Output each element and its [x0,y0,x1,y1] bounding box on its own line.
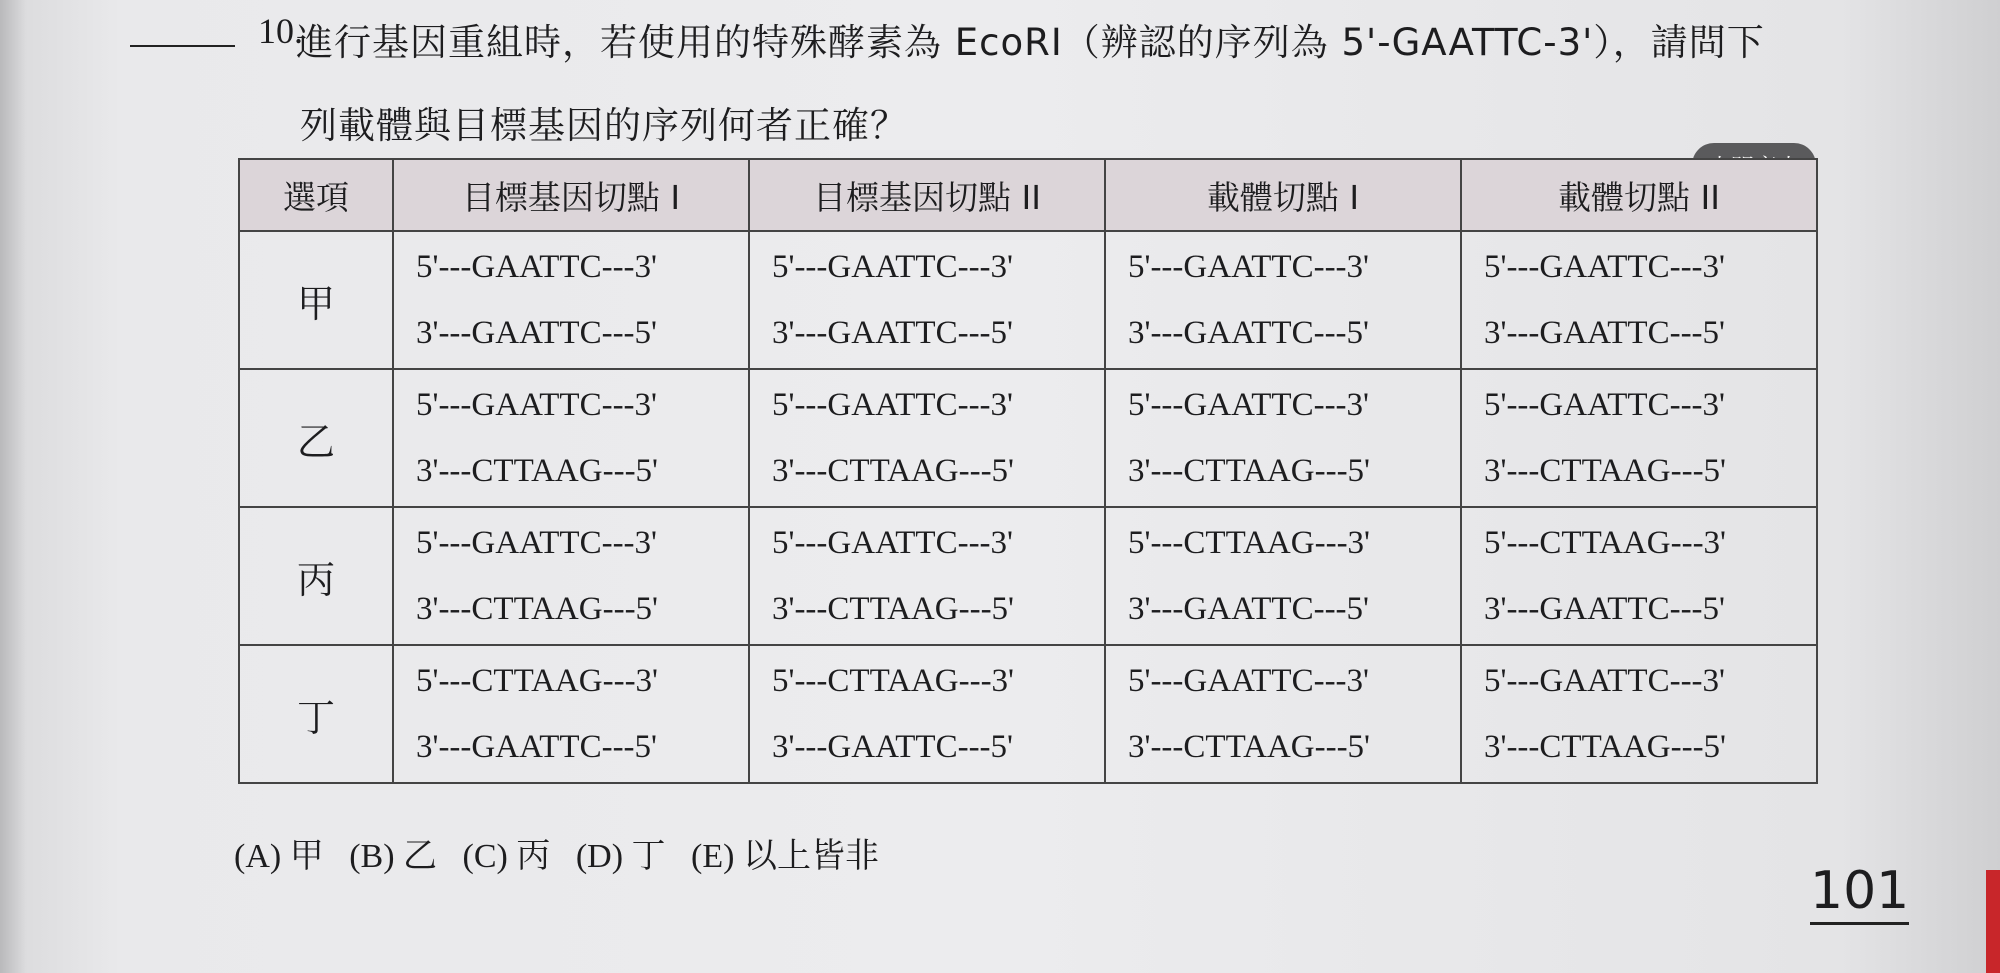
sequence-top: 5'---GAATTC---3' [772,387,1013,423]
sequence-bottom: 3'---CTTAAG---5' [1484,729,1727,765]
sequence-top: 5'---GAATTC---3' [1128,249,1369,285]
header-vector-cut-2: 載體切點 II [1461,159,1817,231]
sequence-cell [393,369,749,507]
table-row [239,231,1817,369]
sequence-top: 5'---CTTAAG---3' [772,663,1015,699]
sequence-cell [1105,231,1461,369]
sequence-bottom: 3'---CTTAAG---5' [416,453,659,489]
table-row [239,507,1817,645]
option-label: 甲 [239,231,393,369]
sequence-cell [1105,369,1461,507]
sequence-top: 5'---CTTAAG---3' [1484,525,1727,561]
sequence-top: 5'---GAATTC---3' [1484,387,1725,423]
header-option: 選項 [239,159,393,231]
header-target-cut-2: 目標基因切點 II [749,159,1105,231]
sequence-cell [749,231,1105,369]
answer-choices: (A) 甲 (B) 乙 (C) 丙 (D) 丁 (E) 以上皆非 [234,838,879,875]
sequence-bottom: 3'---GAATTC---5' [416,729,657,765]
sequence-top: 5'---GAATTC---3' [416,525,657,561]
sequence-top: 5'---CTTAAG---3' [416,663,659,699]
sequence-bottom: 3'---GAATTC---5' [772,729,1013,765]
table-header-row [239,159,1817,231]
sequence-bottom: 3'---GAATTC---5' [1128,591,1369,627]
sequence-bottom: 3'---CTTAAG---5' [1128,453,1371,489]
sequence-bottom: 3'---GAATTC---5' [1484,591,1725,627]
sequence-bottom: 3'---CTTAAG---5' [1128,729,1371,765]
sequence-cell [1461,645,1817,783]
sequence-bottom: 3'---CTTAAG---5' [416,591,659,627]
answer-blank-line [130,45,235,47]
page-number: 101 [1810,860,1909,925]
sequence-top: 5'---CTTAAG---3' [1128,525,1371,561]
sequence-cell [749,369,1105,507]
sequence-cell [1461,231,1817,369]
sequence-top: 5'---GAATTC---3' [416,387,657,423]
sequence-cell [393,231,749,369]
sequence-bottom: 3'---GAATTC---5' [1484,315,1725,351]
page-binding-edge [0,0,26,973]
sequence-cell [1105,507,1461,645]
option-label: 丁 [239,645,393,783]
sequence-top: 5'---GAATTC---3' [1128,663,1369,699]
sequence-top: 5'---GAATTC---3' [416,249,657,285]
table-row [239,645,1817,783]
sequence-bottom: 3'---CTTAAG---5' [1484,453,1727,489]
sequence-bottom: 3'---GAATTC---5' [1128,315,1369,351]
option-label: 丙 [239,507,393,645]
sequence-cell [749,507,1105,645]
header-vector-cut-1: 載體切點 I [1105,159,1461,231]
question-number: 10. [258,11,303,51]
sequence-top: 5'---GAATTC---3' [1484,249,1725,285]
table-row [239,369,1817,507]
sequence-bottom: 3'---GAATTC---5' [416,315,657,351]
question-text-line2: 列載體與目標基因的序列何者正確？ [300,104,908,147]
sequence-top: 5'---GAATTC---3' [772,525,1013,561]
sequence-table [238,158,1818,784]
question-text-line1: 進行基因重組時，若使用的特殊酵素為 EcoRI（辨認的序列為 5'-GAATTC-3'），請問下 [296,21,1765,64]
sequence-cell [1461,507,1817,645]
sequence-cell [393,645,749,783]
sequence-top: 5'---GAATTC---3' [1128,387,1369,423]
header-target-cut-1: 目標基因切點 I [393,159,749,231]
sequence-cell [749,645,1105,783]
sequence-bottom: 3'---CTTAAG---5' [772,591,1015,627]
sequence-top: 5'---GAATTC---3' [772,249,1013,285]
sequence-bottom: 3'---CTTAAG---5' [772,453,1015,489]
sequence-cell [1105,645,1461,783]
sequence-cell [1461,369,1817,507]
sequence-bottom: 3'---GAATTC---5' [772,315,1013,351]
sequence-cell [393,507,749,645]
option-label: 乙 [239,369,393,507]
sequence-top: 5'---GAATTC---3' [1484,663,1725,699]
red-tab-edge [1986,870,2000,973]
